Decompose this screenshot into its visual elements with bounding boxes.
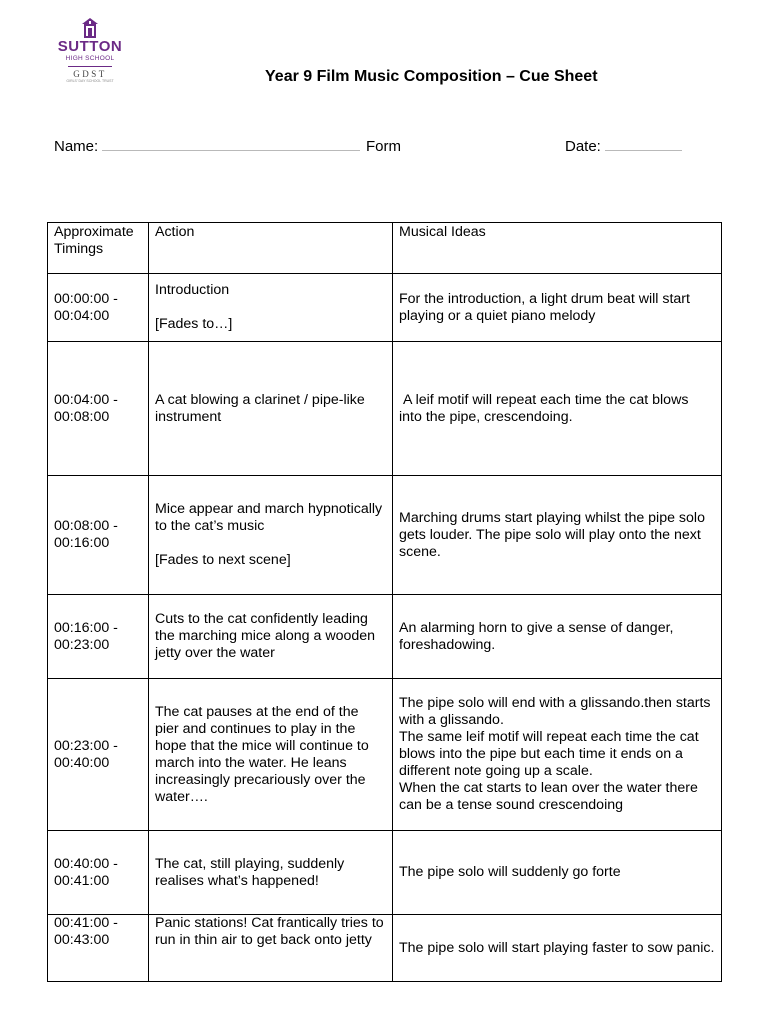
header-timings: Approximate Timings [48,223,149,274]
table-row [48,342,722,476]
school-crest-icon [82,18,98,38]
action-cell: Introduction [Fades to…] [149,274,393,342]
timing-cell: 00:16:00 - 00:23:00 [48,595,149,679]
table-row [48,915,722,982]
timing-cell: 00:04:00 - 00:08:00 [48,342,149,476]
header-action: Action [149,223,393,274]
action-cell: The cat pauses at the end of the pier and continues to play in the hope that the mice will continue to march into the water. He leans increasingly precariously over the water…. [149,679,393,831]
action-cell: Panic stations! Cat frantically tries to run in thin air to get back onto jetty [149,915,393,982]
ideas-cell: The pipe solo will start playing faster to sow panic. [393,915,722,982]
name-blank-line[interactable] [102,138,360,151]
action-cell: Cuts to the cat confidently leading the marching mice along a wooden jetty over the water [149,595,393,679]
timing-cell: 00:40:00 - 00:41:00 [48,831,149,915]
school-logo [50,18,130,84]
ideas-cell: An alarming horn to give a sense of danger, foreshadowing. [393,595,722,679]
timing-cell: 00:00:00 - 00:04:00 [48,274,149,342]
cue-table [47,222,722,982]
action-cell: Mice appear and march hypnotically to the cat’s music [Fades to next scene] [149,476,393,595]
logo-name: SUTTON [57,38,123,55]
table-header-row [48,223,722,274]
logo-subtitle: HIGH SCHOOL [65,55,115,62]
table-row [48,679,722,831]
name-label: Name: [54,138,99,155]
ideas-cell: For the introduction, a light drum beat will start playing or a quiet piano melody [393,274,722,342]
logo-group: GDST [73,69,107,79]
logo-divider [68,66,112,67]
name-field[interactable] [54,138,360,155]
ideas-cell: Marching drums start playing whilst the pipe solo gets louder. The pipe solo will play onto the next scene. [393,476,722,595]
timing-cell: 00:08:00 - 00:16:00 [48,476,149,595]
action-cell: The cat, still playing, suddenly realises what’s happened! [149,831,393,915]
ideas-cell: The pipe solo will end with a glissando.then starts with a glissando. The same leif motif will repeat each time the cat blows into the pipe but each time it ends on a different note going up a scale. When the cat starts to lean over the water there can be a tense sound crescendoing [393,679,722,831]
table-row [48,595,722,679]
ideas-cell: The pipe solo will suddenly go forte [393,831,722,915]
table-row [48,831,722,915]
page-title: Year 9 Film Music Composition – Cue Sheet [265,68,598,85]
date-label: Date: [565,138,601,155]
logo-tagline: GIRLS' DAY SCHOOL TRUST [66,79,114,83]
timing-cell: 00:23:00 - 00:40:00 [48,679,149,831]
ideas-cell: A leif motif will repeat each time the cat blows into the pipe, crescendoing. [393,342,722,476]
form-label: Form [366,138,401,155]
action-cell: A cat blowing a clarinet / pipe-like instrument [149,342,393,476]
date-blank-line[interactable] [605,138,682,151]
header-musical-ideas: Musical Ideas [393,223,722,274]
table-row [48,274,722,342]
form-field[interactable] [366,138,401,155]
date-field[interactable] [565,138,682,155]
timing-cell: 00:41:00 - 00:43:00 [48,915,149,982]
table-row [48,476,722,595]
